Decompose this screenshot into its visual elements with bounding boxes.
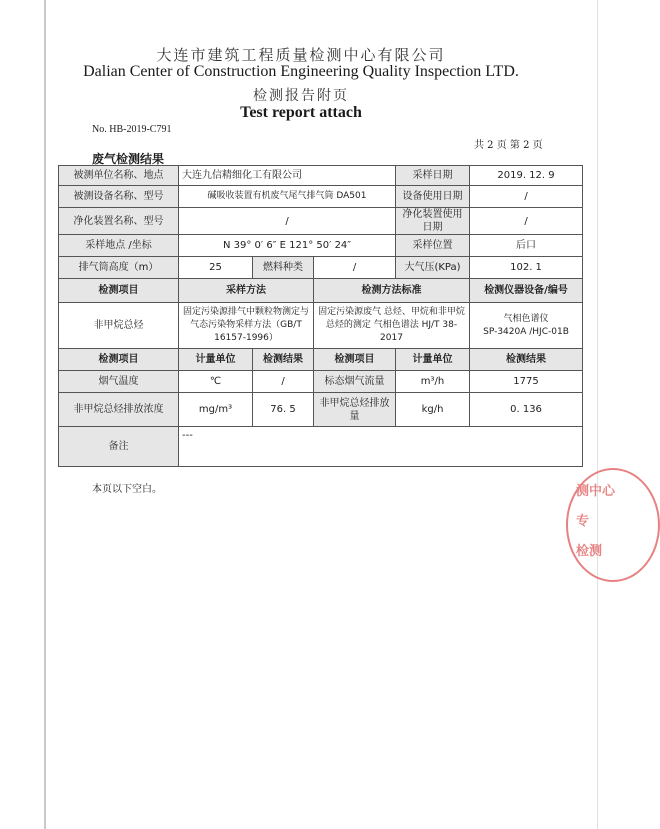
seal-text-1: 测中心 (576, 484, 616, 499)
results-header-unit-1: 计量单位 (179, 349, 253, 371)
result-value: 1775 (470, 371, 583, 393)
stack-value: 25 (179, 257, 253, 279)
pressure-value: 102. 1 (470, 257, 583, 279)
result-unit: mg/m³ (179, 393, 253, 427)
results-header-result-2: 检测结果 (470, 349, 583, 371)
fuel-value: / (314, 257, 396, 279)
equip-value: 碱吸收装置有机废气尾气排气筒 DA501 (179, 186, 396, 208)
org-name-en: Dalian Center of Construction Engineering Quality Inspection LTD. (83, 63, 519, 80)
method-header-sampling: 采样方法 (179, 279, 314, 303)
results-header-unit-2: 计量单位 (396, 349, 470, 371)
info-row-site (59, 235, 583, 257)
date-value: 2019. 12. 9 (470, 166, 583, 186)
seal-text-2: 专 (576, 514, 590, 529)
equip-date-value: / (470, 186, 583, 208)
results-header-result-1: 检测结果 (253, 349, 314, 371)
results-header-item-2: 检测项目 (314, 349, 396, 371)
purify-date-value: / (470, 208, 583, 235)
remarks-row (59, 427, 583, 467)
results-header-row (59, 349, 583, 371)
purify-value: / (179, 208, 396, 235)
position-label: 采样位置 (396, 235, 470, 257)
position-value: 后口 (470, 235, 583, 257)
doc-type-cn: 检测报告附页 (253, 88, 349, 104)
equip-date-label: 设备使用日期 (396, 186, 470, 208)
result-unit: kg/h (396, 393, 470, 427)
result-item: 烟气温度 (59, 371, 179, 393)
unit-value: 大连九信精细化工有限公司 (179, 166, 396, 186)
result-item: 非甲烷总烃排放量 (314, 393, 396, 427)
info-row-unit (59, 166, 583, 186)
instrument-name: 气相色谱仪 (503, 313, 549, 324)
pressure-label: 大气压(KPa) (396, 257, 470, 279)
remarks-value: --- (179, 427, 583, 467)
result-value: / (253, 371, 314, 393)
site-value: N 39° 0′ 6″ E 121° 50′ 24″ (179, 235, 396, 257)
equip-label: 被测设备名称、型号 (59, 186, 179, 208)
result-item: 非甲烷总烃排放浓度 (59, 393, 179, 427)
test-standard: 固定污染源废气 总烃、甲烷和非甲烷总烃的测定 气相色谱法 HJ/T 38-2017 (314, 303, 470, 349)
unit-label: 被测单位名称、地点 (59, 166, 179, 186)
info-row-equipment (59, 186, 583, 208)
sampling-method: 固定污染源排气中颗粒物测定与气态污染物采样方法（GB/T 16157-1996） (179, 303, 314, 349)
result-unit: ℃ (179, 371, 253, 393)
seal-text-3: 检测 (576, 544, 603, 559)
purify-date-label: 净化装置使用日期 (396, 208, 470, 235)
site-label: 采样地点 /坐标 (59, 235, 179, 257)
result-value: 0. 136 (470, 393, 583, 427)
footnote: 本页以下空白。 (92, 484, 162, 495)
info-row-stack (59, 257, 583, 279)
method-row (59, 303, 583, 349)
purify-label: 净化装置名称、型号 (59, 208, 179, 235)
results-table (58, 165, 583, 467)
method-header-row (59, 279, 583, 303)
scan-edge-left (44, 0, 46, 829)
table-row (59, 371, 583, 393)
page-info: 共 2 页 第 2 页 (474, 140, 543, 151)
instrument (470, 303, 583, 349)
table-row (59, 393, 583, 427)
result-unit: m³/h (396, 371, 470, 393)
method-header-instrument: 检测仪器设备/编号 (470, 279, 583, 303)
org-name-cn: 大连市建筑工程质量检测中心有限公司 (156, 46, 446, 64)
fuel-label: 燃料种类 (253, 257, 314, 279)
scan-edge-right (597, 0, 598, 829)
method-header-standard: 检测方法标准 (314, 279, 470, 303)
instrument-model: SP-3420A /HJC-01B (483, 326, 569, 337)
inspection-seal (566, 468, 660, 582)
method-item: 非甲烷总烃 (59, 303, 179, 349)
stack-label: 排气筒高度（m） (59, 257, 179, 279)
method-header-item: 检测项目 (59, 279, 179, 303)
date-label: 采样日期 (396, 166, 470, 186)
info-row-purifier (59, 208, 583, 235)
result-value: 76. 5 (253, 393, 314, 427)
doc-type-en: Test report attach (240, 104, 362, 121)
section-title: 废气检测结果 (92, 152, 165, 166)
result-item: 标态烟气流量 (314, 371, 396, 393)
results-header-item-1: 检测项目 (59, 349, 179, 371)
report-number: No. HB-2019-C791 (92, 124, 172, 135)
remarks-label: 备注 (59, 427, 179, 467)
